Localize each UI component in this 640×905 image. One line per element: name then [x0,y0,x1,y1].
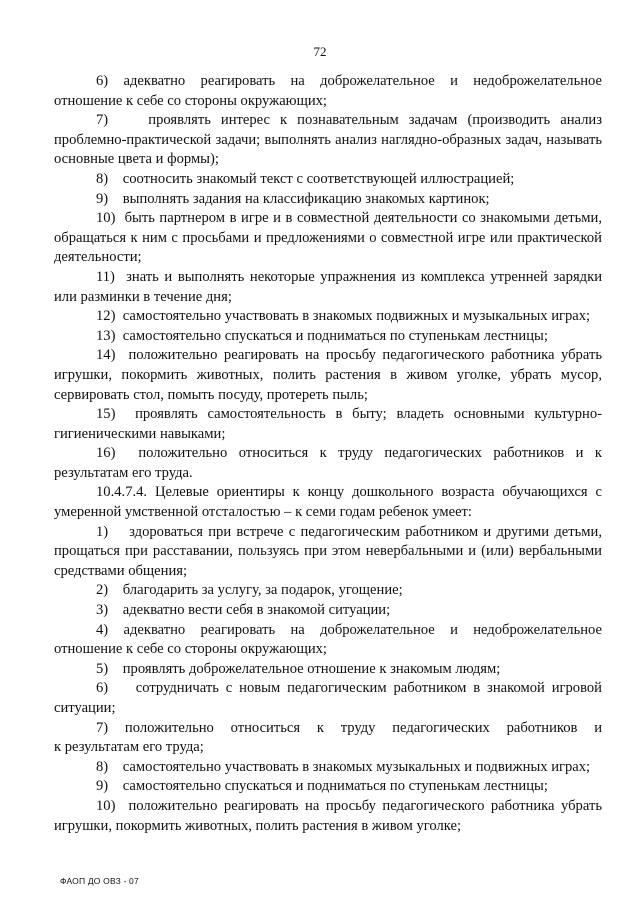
paragraph: 2) благодарить за услугу, за подарок, угощение; [96,582,403,599]
paragraph: 1) здороваться при встрече с педагогическим работником и другими детьми, прощаться при расставании, пользуясь при этом невербальными и (или) вербальными средствами общения; [54,523,606,579]
paragraph: 14) положительно реагировать на просьбу педагогического работника убрать игрушки, покормить животных, полить растения в живом уголке, убрать мусор, сервировать стол, помыть посуду, протереть пыль; [54,347,606,403]
paragraph: 4) адекватно реагировать на доброжелательное и недоброжелательное отношение к себе со стороны окружающих; [54,621,606,658]
document-footer: ФАОП ДО ОВЗ - 07 [60,876,139,886]
paragraph: 9) выполнять задания на классификацию знакомых картинок; [96,190,490,207]
paragraph: 9) самостоятельно спускаться и подниматься по ступенькам лестницы; [96,778,548,795]
paragraph: 7) положительно относиться к труду педагогических работников и к результатам его труда; [54,719,617,756]
paragraph: 16) положительно относиться к труду педагогических работников и к результатам его труда. [54,445,606,481]
paragraph: 6) сотрудничать с новым педагогическим работником в знакомой игровой ситуации; [54,680,606,716]
paragraph: 10) положительно реагировать на просьбу педагогического работника убрать игрушки, покормить животных, полить растения в живом уголке; [54,797,606,834]
paragraph: 6) адекватно реагировать на доброжелательное и недоброжелательное отношение к себе со стороны окружающих; [54,73,606,109]
paragraph: 12) самостоятельно участвовать в знакомых подвижных и музыкальных играх; [96,308,591,325]
paragraph: 15) проявлять самостоятельность в быту; владеть основными культурно-гигиеническими навыками; [54,406,602,442]
paragraph: 13) самостоятельно спускаться и подниматься по ступенькам лестницы; [96,327,548,344]
paragraph: 3) адекватно вести себя в знакомой ситуации; [96,602,391,619]
paragraph: 11) знать и выполнять некоторые упражнения из комплекса утренней зарядки или разминки в течение дня; [54,268,606,305]
paragraph: 8) соотносить знакомый текст с соответствующей иллюстрацией; [96,170,515,187]
page-number: 72 [313,44,327,59]
paragraph: 10) быть партнером в игре и в совместной деятельности со знакомыми детьми, обращаться к ним с просьбами и предложениями о совместной игре или практической деятельности; [54,210,606,266]
paragraph: 5) проявлять доброжелательное отношение к знакомым людям; [96,660,501,677]
paragraph: 8) самостоятельно участвовать в знакомых музыкальных и подвижных играх; [96,758,591,775]
document-body [54,72,617,836]
paragraph: 10.4.7.4. Целевые ориентиры к концу дошкольного возраста обучающихся с умеренной умственной отсталостью – к семи годам ребенок умеет: [54,484,606,521]
paragraph: 7) проявлять интерес к познавательным задачам (производить анализ проблемно-практической задачи; выполнять анализ наглядно-образных задач, называть основные цвета и формы); [54,112,606,168]
